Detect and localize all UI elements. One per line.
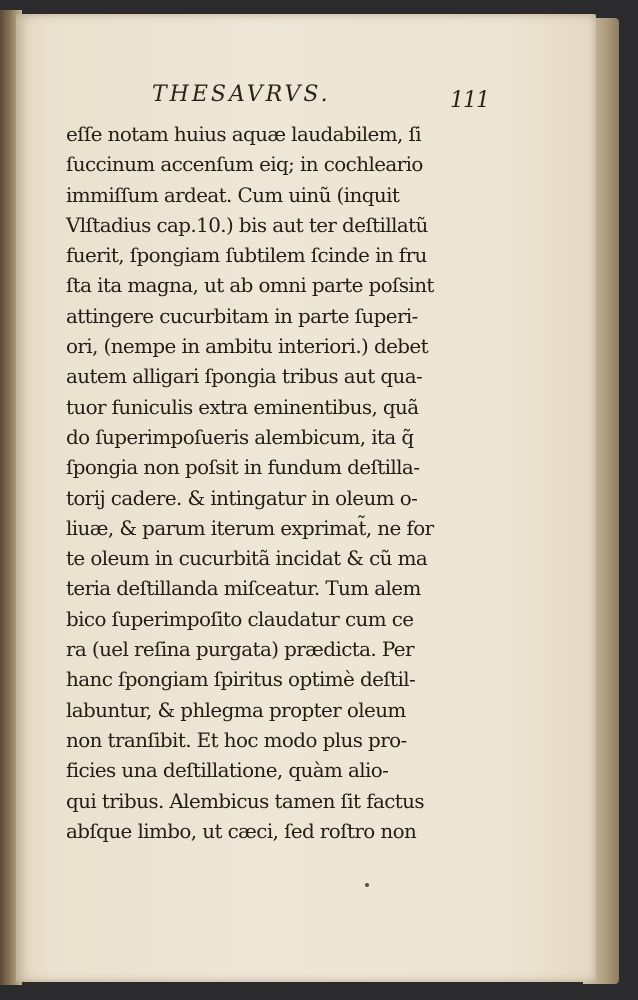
text-line: teria deſtillanda miſceatur. Tum alem — [66, 576, 421, 601]
running-head: THESAVRVS. — [152, 82, 331, 107]
text-line: liuæ, & parum iterum exprimat̃, ne for — [66, 515, 434, 540]
text-line: te oleum in cucurbitã incidat & cũ ma — [66, 546, 428, 571]
ink-speck — [365, 883, 369, 887]
text-line: ſta ita magna, ut ab omni parte poſsint — [66, 273, 434, 298]
text-line: fuerit, ſpongiam ſubtilem ſcinde in fru — [66, 243, 427, 268]
text-line: attingere cucurbitam in parte ſuperi- — [66, 303, 418, 328]
page-number: 111 — [450, 88, 489, 113]
text-line: ori, (nempe in ambitu interiori.) debet — [66, 334, 429, 359]
text-line: Vlſtadius cap.10.) bis aut ter deſtillatũ — [66, 212, 428, 237]
text-line: hanc ſpongiam ſpiritus optimè deſtil- — [66, 667, 416, 692]
text-line: torij cadere. & intingatur in oleum o- — [66, 485, 418, 510]
text-line: qui tribus. Alembicus tamen ſit factus — [66, 788, 425, 813]
text-line: tuor funiculis extra eminentibus, quã — [66, 394, 419, 419]
text-line: ra (uel reſina purgata) prædicta. Per — [66, 637, 414, 662]
text-line: non tranſibit. Et hoc modo plus pro- — [66, 727, 407, 752]
text-line: autem alligari ſpongia tribus aut qua- — [66, 364, 423, 389]
text-line: labuntur, & phlegma propter oleum — [66, 697, 406, 722]
text-line: ficies una deſtillatione, quàm alio- — [66, 758, 389, 783]
text-line: immiſſum ardeat. Cum uinũ (inquit — [66, 182, 400, 207]
body-text — [66, 119, 486, 846]
text-line: eſſe notam huius aquæ laudabilem, ſi — [66, 122, 422, 146]
text-line: ſuccinum accenſum eiq; in cochleario — [66, 152, 423, 177]
text-line: abſque limbo, ut cæci, ſed roſtro non — [66, 818, 417, 843]
text-line: ſpongia non poſsit in fundum deſtilla- — [66, 455, 420, 480]
text-line: bico ſuperimpoſito claudatur cum ce — [66, 606, 414, 631]
book-page — [16, 14, 596, 982]
text-line: do ſuperimpoſueris alembicum, ita q̃ — [66, 424, 414, 449]
